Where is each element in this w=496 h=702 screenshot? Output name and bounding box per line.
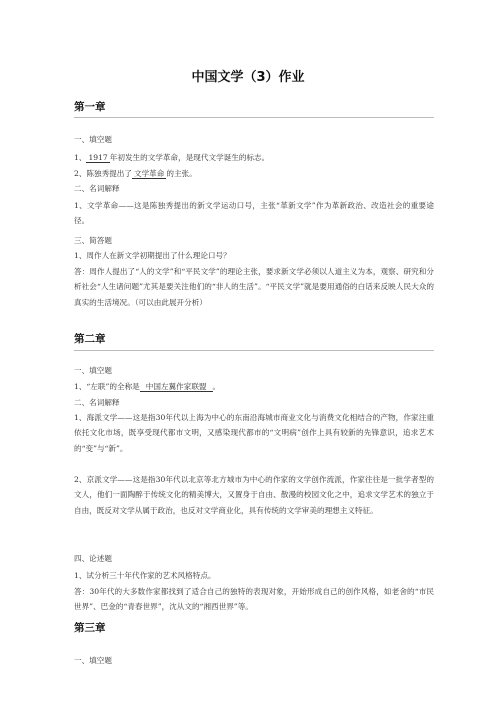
ch2-section-terms: 二、名词解释 <box>74 398 120 407</box>
ch1-q1-prefix: 1、 <box>74 153 87 162</box>
ch2-q1-answer: 中国左翼作家联盟 <box>140 382 213 392</box>
ch1-question-2 <box>74 169 197 179</box>
ch1-q1-suffix: 年初发生的文学革命，是现代文学诞生的标志。 <box>109 153 270 162</box>
ch1-question-3: 1、周作人在新文学初期提出了什么理论口号？ <box>74 251 231 260</box>
ch1-q2-suffix: 的主张。 <box>166 169 197 178</box>
ch1-section-short: 三、简答题 <box>74 236 112 245</box>
ch2-question-1 <box>74 382 220 392</box>
ch3-section-fill: 一、填空题 <box>74 656 112 665</box>
document-title: 中国文学（3）作业 <box>191 70 305 85</box>
chapter-1-rule <box>74 117 434 118</box>
ch2-q1-suffix: 。 <box>212 382 221 391</box>
ch2-section-essay: 四、论述题 <box>74 554 112 563</box>
chapter-1-heading: 第一章 <box>74 101 106 113</box>
chapter-2-heading: 第二章 <box>74 333 106 345</box>
ch2-definition-2: 2、京派文学——这是指30年代以北京等北方城市为中心的作家的文学创作流派，作家往往是一批学者型的文人，他们一面陶醉于传统文化的精美博大，又置身于自由、散漫的校园文化之中，追求文学艺术的独立于自由，既反对文学从属于政治，也反对文学商业化，具有传统的文学审美的理想主义特征。 <box>74 475 434 515</box>
ch2-question-4: 1、试分析三十年代作家的艺术风格特点。 <box>74 571 216 580</box>
chapter-2-rule <box>74 350 434 351</box>
ch2-q1-prefix: 1、“左联”的全称是 <box>74 382 140 391</box>
chapter-3-heading: 第三章 <box>74 622 106 634</box>
ch1-q2-answer: 文学革命 <box>134 169 165 178</box>
ch1-section-terms: 二、名词解释 <box>74 184 120 193</box>
ch1-q2-prefix: 2、陈独秀提出了 <box>74 169 132 178</box>
ch2-section-fill: 一、填空题 <box>74 366 112 375</box>
ch2-definition-1: 1、海派文学——这是指30年代以上海为中心的东南沿海城市商业文化与消费文化相结合的产物，作家注重依托文化市场，既享受现代都市文明，又感染现代都市的“文明病”创作上具有较新的先锋意识，追求艺术的“变”与“新”。 <box>74 413 434 453</box>
ch1-definition-1: 1、文学革命——这是陈独秀提出的新文学运动口号，主张“革新文学”作为革新政治、改造社会的重要途径。 <box>74 201 434 226</box>
ch1-question-1 <box>74 153 269 163</box>
ch1-answer-3: 答：周作人提出了“人的文学”和“平民文学”的理论主张，要求新文学必须以人道主义为本，观察、研究和分析社会“人生诸问题”尤其是要关注他们的“非人的生活”。“平民文学”就是要用通俗的白话来反映人民大众的真实的生活境况。（可以由此展开分析） <box>74 267 434 307</box>
ch1-section-fill: 一、填空题 <box>74 135 112 144</box>
ch2-answer-4: 答：30年代的大多数作家都找到了适合自己的独特的表现对象，开始形成自己的创作风格，如老舍的“市民世界”、巴金的“青春世界”，沈从文的“湘西世界”等。 <box>74 587 434 612</box>
ch1-q1-answer: 1917 <box>88 153 108 162</box>
